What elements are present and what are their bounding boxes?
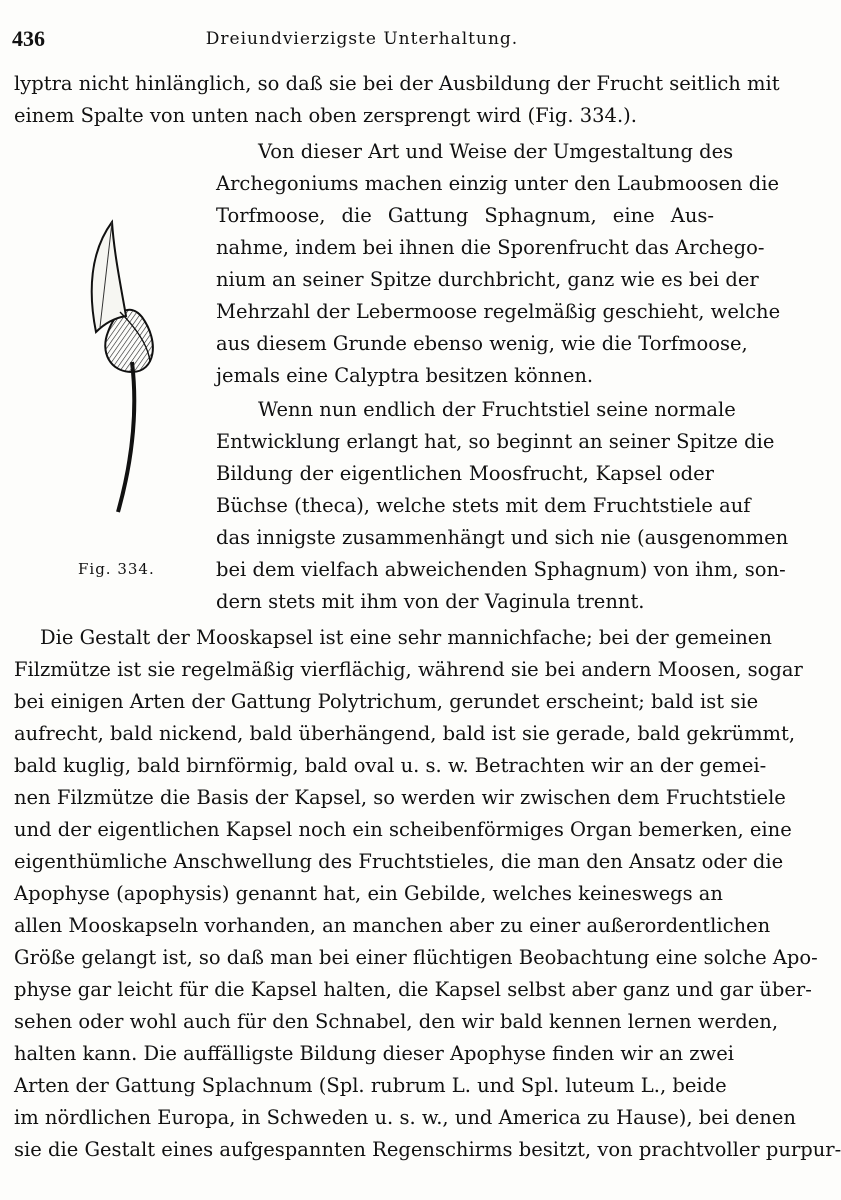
text-line: Von dieser Art und Weise der Umgestaltung des <box>258 140 734 163</box>
page-number: 436 <box>12 26 45 51</box>
text-line: eigenthümliche Anschwellung des Fruchtstieles, die man den Ansatz oder die <box>14 850 784 873</box>
page-header <box>12 26 712 56</box>
text-line: bei einigen Arten der Gattung Polytrichum, gerundet erscheint; bald ist sie <box>14 690 759 713</box>
text-line: dern stets mit ihm von der Vaginula trennt. <box>216 590 645 613</box>
text-line: lyptra nicht hinlänglich, so daß sie bei der Ausbildung der Frucht seitlich mit <box>14 72 780 95</box>
moss-capsule-illustration <box>60 212 170 522</box>
text-line: Bildung der eigentlichen Moosfrucht, Kapsel oder <box>216 462 714 485</box>
text-line: das innigste zusammenhängt und sich nie (ausgenommen <box>216 526 789 549</box>
running-title: Dreiundvierzigste Unterhaltung. <box>205 29 519 49</box>
text-line: Apophyse (apophysis) genannt hat, ein Gebilde, welches keineswegs an <box>14 882 723 905</box>
text-line: bald kuglig, bald birnförmig, bald oval u. s. w. Betrachten wir an der gemei- <box>14 754 767 777</box>
text-line: aus diesem Grunde ebenso wenig, wie die Torfmoose, <box>216 332 748 355</box>
text-line: Büchse (theca), welche stets mit dem Fruchtstiele auf <box>216 494 751 517</box>
text-line: Arten der Gattung Splachnum (Spl. rubrum L. und Spl. luteum L., beide <box>14 1074 727 1097</box>
text-line: bei dem vielfach abweichenden Sphagnum) von ihm, son- <box>216 558 786 581</box>
text-line: Entwicklung erlangt hat, so beginnt an seiner Spitze die <box>216 430 775 453</box>
text-line: einem Spalte von unten nach oben zersprengt wird (Fig. 334.). <box>14 104 637 127</box>
text-line: Wenn nun endlich der Fruchtstiel seine normale <box>258 398 736 421</box>
text-line: halten kann. Die auffälligste Bildung dieser Apophyse finden wir an zwei <box>14 1042 734 1065</box>
text-line: Größe gelangt ist, so daß man bei einer flüchtigen Beobachtung eine solche Apo- <box>14 946 818 969</box>
text-line: Torfmoose, die Gattung Sphagnum, eine Aus- <box>216 204 714 227</box>
text-line: Archegoniums machen einzig unter den Laubmoosen die <box>216 172 780 195</box>
text-line: jemals eine Calyptra besitzen können. <box>216 364 594 387</box>
text-line: aufrecht, bald nickend, bald überhängend, bald ist sie gerade, bald gekrümmt, <box>14 722 796 745</box>
text-line: und der eigentlichen Kapsel noch ein scheibenförmiges Organ bemerken, eine <box>14 818 792 841</box>
text-line: im nördlichen Europa, in Schweden u. s. w., und America zu Hause), bei denen <box>14 1106 796 1129</box>
text-line: allen Mooskapseln vorhanden, an manchen aber zu einer außerordentlichen <box>14 914 771 937</box>
text-line: Mehrzahl der Lebermoose regelmäßig geschieht, welche <box>216 300 781 323</box>
text-line: physe gar leicht für die Kapsel halten, die Kapsel selbst aber ganz und gar über- <box>14 978 812 1001</box>
text-line: nahme, indem bei ihnen die Sporenfrucht das Archego- <box>216 236 765 259</box>
text-line: sehen oder wohl auch für den Schnabel, den wir bald kennen lernen werden, <box>14 1010 779 1033</box>
text-line: Die Gestalt der Mooskapsel ist eine sehr mannichfache; bei der gemeinen <box>40 626 772 649</box>
figure-caption: Fig. 334. <box>78 560 155 578</box>
text-line: nium an seiner Spitze durchbricht, ganz wie es bei der <box>216 268 759 291</box>
text-line: Filzmütze ist sie regelmäßig vierflächig, während sie bei andern Moosen, sogar <box>14 658 803 681</box>
text-line: sie die Gestalt eines aufgespannten Regenschirms besitzt, von prachtvoller purpur- <box>14 1138 841 1161</box>
text-line: nen Filzmütze die Basis der Kapsel, so werden wir zwischen dem Fruchtstiele <box>14 786 786 809</box>
